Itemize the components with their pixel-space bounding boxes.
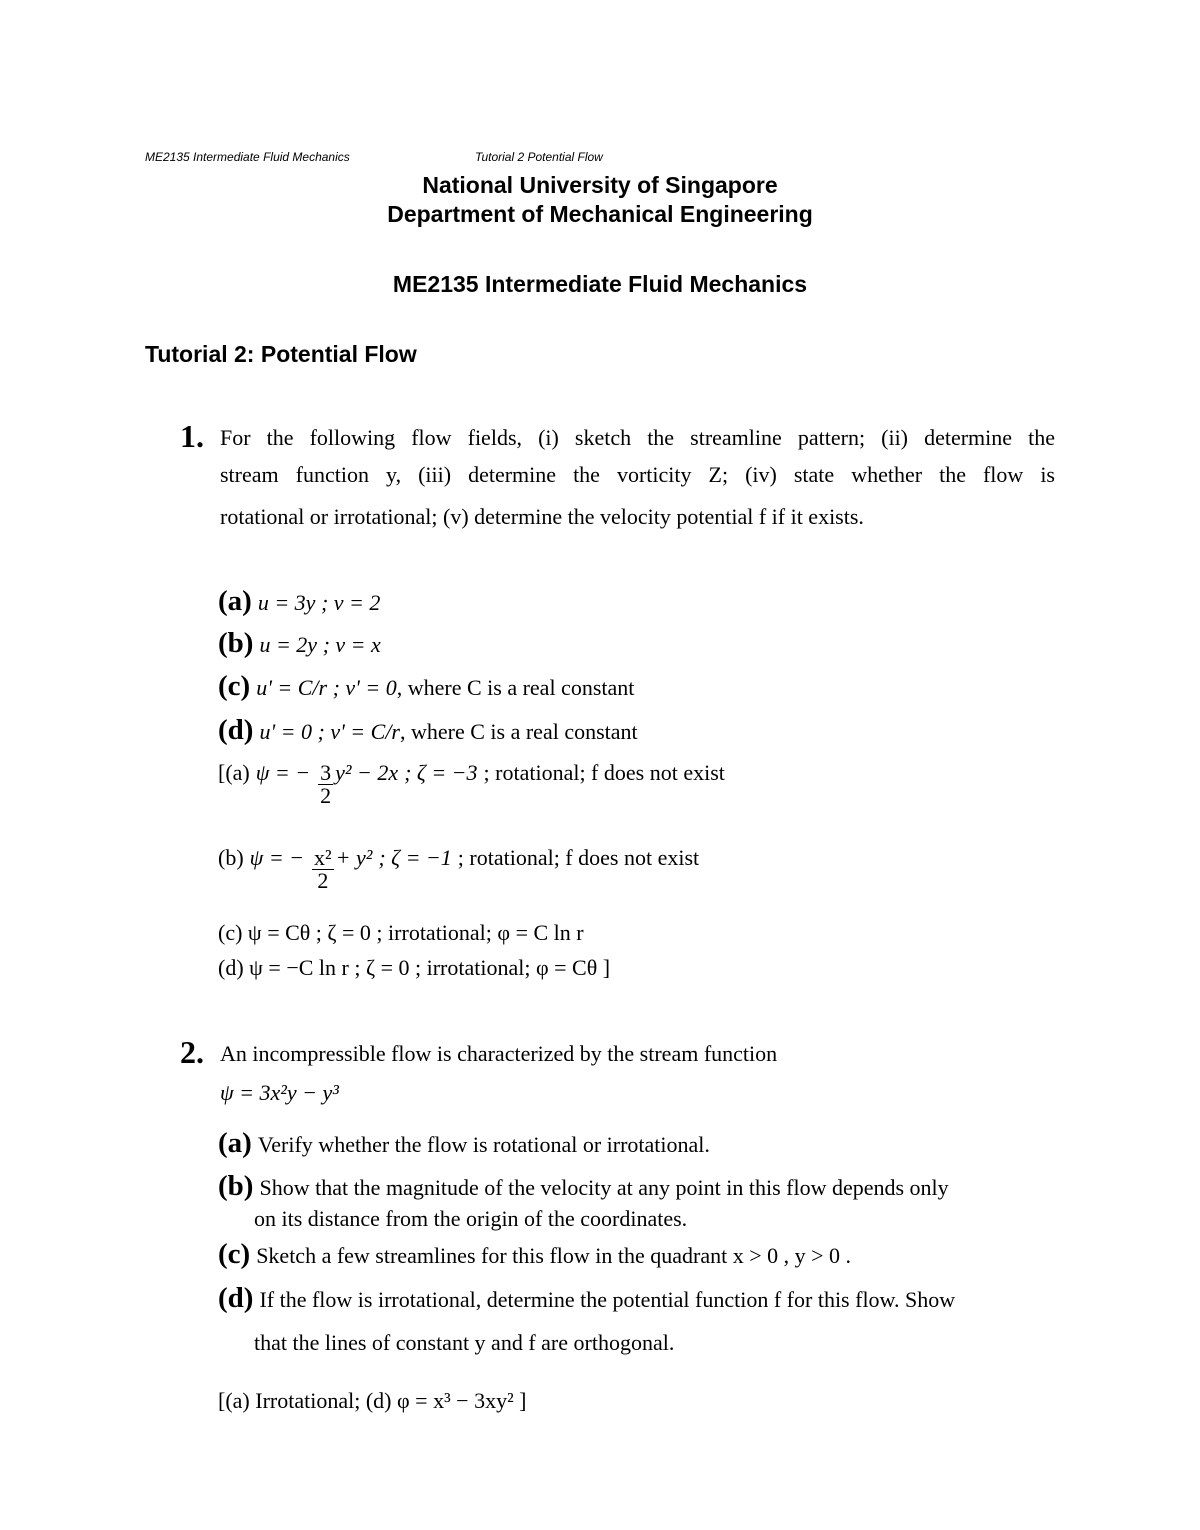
course-title: ME2135 Intermediate Fluid Mechanics [392,271,808,297]
question-2-part-b [218,1170,1058,1203]
running-header-left: ME2135 Intermediate Fluid Mechanics [145,150,350,164]
part-label: (d) [218,714,254,746]
vorticity: ; ζ = −3 [404,760,478,785]
part-label: (a) [218,585,252,617]
question-1-part-d [218,714,644,747]
stream-function: ψ = − [249,845,305,870]
stream-function-tail: y² − 2x [335,760,399,785]
part-label: (a) [218,1127,252,1159]
question-2-stream-function: ψ = 3x²y − y³ [220,1080,339,1105]
part-label: (b) [218,627,254,659]
tutorial-title: Tutorial 2: Potential Flow [145,341,417,367]
question-2-number: 2. [180,1034,204,1070]
question-1-line-2: stream function y, (iii) determine the vorticity Z; (iv) state whether the flow is [220,462,1055,487]
answer-text: ; rotational; f does not exist [457,845,700,870]
part-suffix: , where C is a real constant [400,719,638,744]
part-text: If the flow is irrotational, determine the potential function f for this flow. Show [259,1287,956,1312]
fraction-denominator: 2 [320,783,332,808]
part-label: (b) [218,1170,254,1202]
fraction-numerator: x² [314,845,332,870]
part-text: Show that the magnitude of the velocity at any point in this flow depends only [259,1175,949,1200]
fraction-denominator: 2 [317,868,329,893]
stream-function: ψ = − [255,760,311,785]
velocity-field: u = 3y ; v = 2 [257,590,381,615]
department-name: Department of Mechanical Engineering [387,201,813,227]
university-name: National University of Singapore [422,172,778,198]
fraction [318,762,333,807]
question-1-part-a [218,585,386,618]
stream-function-tail: + y² [335,845,373,870]
part-suffix: , where C is a real constant [396,675,635,700]
question-1-part-c [218,670,640,703]
question-1-line-1: For the following flow fields, (i) sketch the streamline pattern; (ii) determine the [220,425,1055,450]
velocity-field: u' = C/r ; v' = 0 [256,675,397,700]
question-2-part-c [218,1238,857,1271]
question-2-intro: An incompressible flow is characterized by the stream function [220,1041,778,1066]
velocity-field: u = 2y ; v = x [259,632,381,657]
velocity-field: u' = 0 ; v' = C/r [259,719,400,744]
fraction [312,847,334,892]
part-label: (d) [218,1282,254,1314]
answer-prefix: (b) [218,845,244,870]
vorticity: ; ζ = −1 [378,845,452,870]
answer-2: [(a) Irrotational; (d) φ = x³ − 3xy² ] [218,1388,527,1413]
question-2-part-d-continued: that the lines of constant y and f are orthogonal. [254,1330,675,1355]
part-label: (c) [218,1238,251,1270]
question-1-line-3: rotational or irrotational; (v) determine the velocity potential f if it exists. [220,504,864,529]
running-header-right: Tutorial 2 Potential Flow [475,150,603,164]
answer-1a [218,760,731,807]
part-label: (c) [218,670,251,702]
fraction-numerator: 3 [320,760,332,785]
answer-1b [218,845,705,892]
question-1-part-b [218,627,387,660]
question-2-part-a [218,1127,716,1160]
answer-prefix: [(a) [218,760,250,785]
answer-1c: (c) ψ = Cθ ; ζ = 0 ; irrotational; φ = C ln r [218,920,584,945]
question-2-part-b-continued: on its distance from the origin of the coordinates. [254,1206,688,1231]
question-1-number: 1. [180,418,204,454]
part-text: Verify whether the flow is rotational or irrotational. [257,1132,710,1157]
answer-text: ; rotational; f does not exist [483,760,725,785]
part-text: Sketch a few streamlines for this flow in the quadrant x > 0 , y > 0 . [256,1243,852,1268]
question-2-part-d [218,1282,1058,1315]
answer-1d: (d) ψ = −C ln r ; ζ = 0 ; irrotational; φ = Cθ ] [218,955,611,980]
